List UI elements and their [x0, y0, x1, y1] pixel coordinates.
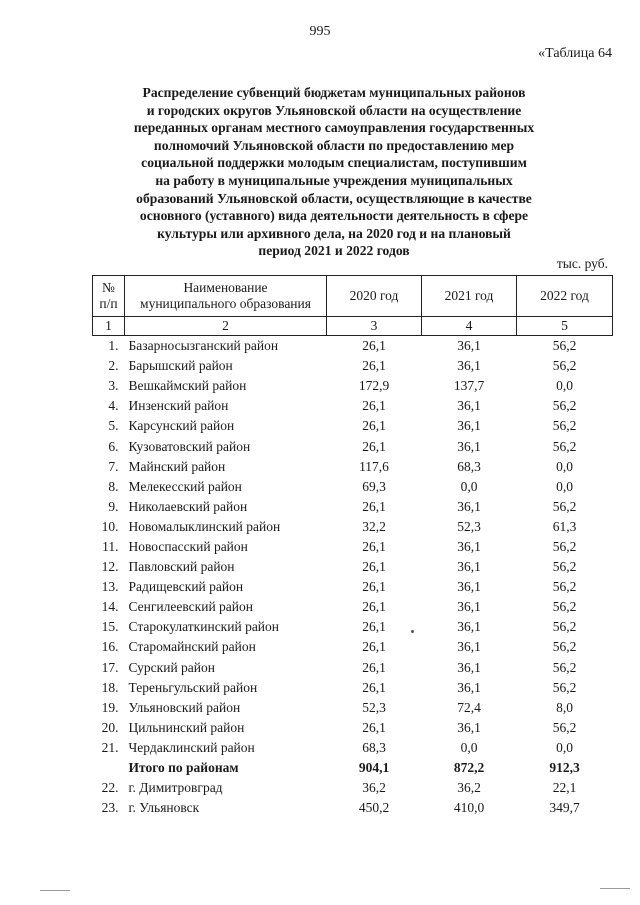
table-row	[93, 396, 613, 416]
row-number: 20.	[101, 719, 119, 735]
table-row	[93, 718, 613, 738]
row-number: 5.	[108, 418, 119, 434]
value-2022: 56,2	[552, 659, 577, 675]
scan-speck	[411, 630, 414, 633]
value-2022: 56,2	[552, 719, 577, 735]
table-row	[93, 336, 613, 357]
value-2021: 36,1	[457, 538, 481, 554]
value-2020: 36,2	[362, 780, 386, 796]
value-2021: 36,2	[457, 780, 481, 796]
value-2020: 26,1	[362, 619, 386, 635]
value-2022: 0,0	[556, 458, 573, 474]
table-row	[93, 637, 613, 657]
row-number: 21.	[101, 739, 119, 755]
title-line: основного (уставного) вида деятельности деятельность в сфере	[139, 208, 529, 224]
page-number: 995	[309, 24, 331, 39]
value-2020: 904,1	[358, 760, 390, 776]
municipality-name: Радищевский район	[128, 579, 244, 595]
title-line: и городских округов Ульяновской области на осуществление	[146, 102, 522, 118]
municipality-name: Вешкаймский район	[128, 378, 247, 394]
subsidy-table	[92, 275, 613, 818]
table-body	[93, 336, 613, 819]
row-number: 13.	[101, 579, 119, 595]
value-2022: 56,2	[552, 599, 577, 615]
value-2022: 56,2	[552, 438, 577, 454]
table-row	[93, 698, 613, 718]
header-number	[93, 276, 125, 317]
municipality-name: Новоспасский район	[128, 538, 248, 554]
value-2021: 0,0	[460, 739, 478, 755]
value-2021: 36,1	[457, 498, 481, 514]
value-2020: 26,1	[362, 338, 386, 354]
municipality-name: Павловский район	[128, 559, 235, 575]
row-number: 8.	[108, 478, 119, 494]
value-2021: 36,1	[457, 619, 481, 635]
value-2020: 69,3	[362, 478, 386, 494]
value-2022: 56,2	[552, 358, 577, 374]
title-line: на работу в муниципальные учреждения муниципальных	[155, 172, 513, 188]
value-2022: 56,2	[552, 338, 577, 354]
municipality-name: Сенгилеевский район	[128, 599, 253, 615]
row-number: 6.	[108, 438, 119, 454]
value-2022: 0,0	[556, 739, 573, 755]
value-2020: 172,9	[358, 378, 390, 394]
column-index-row	[93, 317, 613, 336]
value-2021: 36,1	[457, 719, 481, 735]
value-2020: 26,1	[362, 639, 386, 655]
municipality-name: Ульяновский район	[128, 699, 241, 715]
municipality-name: Итого по районам	[128, 760, 239, 776]
value-2022: 61,3	[552, 518, 577, 534]
scan-speck	[40, 890, 70, 891]
value-2022: 0,0	[556, 478, 573, 494]
value-2020: 52,3	[362, 699, 386, 715]
title-line: Распределение субвенций бюджетам муниципальных районов	[142, 85, 526, 100]
value-2020: 26,1	[362, 538, 386, 554]
table-row	[93, 658, 613, 678]
title-line: полномочий Ульяновской области по предоставлению мер	[153, 137, 515, 153]
table-row	[93, 356, 613, 376]
title-line: образований Ульяновской области, осуществляющие в качестве	[136, 190, 532, 206]
column-index: 5	[517, 317, 613, 336]
value-2021: 137,7	[453, 378, 485, 394]
column-index: 2	[125, 317, 327, 336]
value-2022: 56,2	[552, 559, 577, 575]
value-2020: 26,1	[362, 579, 386, 595]
value-2021: 36,1	[457, 639, 481, 655]
municipality-name: Николаевский район	[128, 498, 248, 514]
municipality-name: Инзенский район	[128, 398, 229, 414]
value-2021: 68,3	[457, 458, 481, 474]
row-number: 16.	[101, 639, 119, 655]
value-2022: 0,0	[556, 378, 573, 394]
row-number: 4.	[108, 398, 119, 414]
value-2020: 26,1	[362, 418, 386, 434]
value-2022: 8,0	[556, 699, 573, 715]
value-2021: 36,1	[457, 358, 481, 374]
value-2020: 117,6	[359, 458, 389, 474]
title-line: социальной поддержки молодым специалистам, поступившим	[141, 155, 527, 171]
table-row	[93, 577, 613, 597]
value-2022: 56,2	[552, 418, 577, 434]
table-row	[93, 738, 613, 758]
scan-speck	[600, 888, 630, 889]
table-header-row	[93, 276, 613, 317]
table-total-row	[93, 758, 613, 778]
title-line: переданных органам местного самоуправления государственных	[133, 120, 535, 136]
table-row	[93, 457, 613, 477]
value-2021: 36,1	[457, 679, 481, 695]
value-2020: 26,1	[362, 559, 386, 575]
municipality-name: Чердаклинский район	[128, 739, 255, 755]
value-2022: 56,2	[552, 498, 577, 514]
header-name	[125, 276, 327, 317]
value-2020: 32,2	[362, 518, 386, 534]
table-row	[93, 537, 613, 557]
municipality-name: Барышский район	[128, 358, 233, 374]
value-2021: 36,1	[457, 418, 481, 434]
table-row	[93, 376, 613, 396]
value-2021: 36,1	[457, 579, 481, 595]
row-number: 17.	[101, 659, 119, 675]
row-number: 18.	[101, 679, 119, 695]
municipality-name: Мелекесский район	[128, 478, 242, 494]
units-label: тыс. руб.	[556, 256, 608, 271]
row-number: 14.	[101, 599, 119, 615]
table-row	[93, 557, 613, 577]
table-row	[93, 416, 613, 436]
title-line: период 2021 и 2022 годов	[258, 243, 410, 259]
table-row	[93, 477, 613, 497]
municipality-name: Тереньгульский район	[128, 679, 258, 695]
row-number	[93, 758, 125, 778]
title-line: культуры или архивного дела, на 2020 год и на плановый	[157, 225, 511, 241]
municipality-name: Новомалыклинский район	[128, 518, 281, 534]
value-2022: 56,2	[552, 398, 577, 414]
header-2021: 2021 год	[422, 276, 517, 317]
header-name-line2: муниципального образования	[140, 296, 311, 311]
value-2020: 26,1	[362, 659, 386, 675]
column-index: 1	[93, 317, 125, 336]
row-number: 11.	[102, 538, 119, 554]
table-row	[93, 778, 613, 798]
row-number: 1.	[108, 338, 119, 354]
row-number: 7.	[108, 458, 119, 474]
municipality-name: Сурский район	[128, 659, 215, 675]
header-2022: 2022 год	[517, 276, 613, 317]
row-number: 15.	[101, 619, 119, 635]
row-number: 22.	[101, 780, 119, 796]
value-2022: 349,7	[549, 800, 580, 816]
value-2021: 36,1	[457, 338, 481, 354]
value-2021: 72,4	[457, 699, 481, 715]
value-2021: 36,1	[457, 599, 481, 615]
municipality-name: г. Димитровград	[128, 780, 223, 796]
value-2022: 56,2	[552, 679, 577, 695]
municipality-name: Цильнинский район	[128, 719, 245, 735]
value-2022: 22,1	[552, 780, 577, 796]
table-row	[93, 597, 613, 617]
value-2021: 52,3	[457, 518, 481, 534]
municipality-name: Карсунский район	[128, 418, 235, 434]
value-2020: 450,2	[358, 800, 390, 816]
row-number: 3.	[108, 378, 119, 394]
value-2022: 912,3	[549, 760, 580, 776]
table-row	[93, 517, 613, 537]
header-number-line1: №	[102, 280, 115, 295]
municipality-name: Старокулаткинский район	[128, 619, 280, 635]
value-2020: 26,1	[362, 498, 386, 514]
value-2022: 56,2	[552, 639, 577, 655]
row-number: 12.	[101, 559, 119, 575]
row-number: 2.	[108, 358, 119, 374]
document-title	[118, 84, 550, 260]
municipality-name: Кузоватовский район	[128, 438, 251, 454]
municipality-name: Майнский район	[128, 458, 226, 474]
table-row	[93, 497, 613, 517]
value-2022: 56,2	[552, 579, 577, 595]
row-number: 23.	[101, 800, 119, 816]
table-label: «Таблица 64	[538, 46, 612, 61]
value-2020: 26,1	[362, 358, 386, 374]
municipality-name: г. Ульяновск	[128, 800, 200, 816]
row-number: 9.	[108, 498, 119, 514]
table-row	[93, 617, 613, 637]
value-2020: 26,1	[362, 438, 386, 454]
column-index: 4	[422, 317, 517, 336]
row-number: 19.	[101, 699, 119, 715]
value-2021: 36,1	[457, 659, 481, 675]
table-row	[93, 798, 613, 818]
value-2021: 872,2	[453, 760, 485, 776]
table-row	[93, 436, 613, 456]
value-2022: 56,2	[552, 619, 577, 635]
table-row	[93, 678, 613, 698]
value-2020: 26,1	[362, 679, 386, 695]
value-2021: 36,1	[457, 559, 481, 575]
value-2021: 36,1	[457, 438, 481, 454]
municipality-name: Базарносызганский район	[128, 338, 279, 354]
column-index: 3	[327, 317, 422, 336]
value-2022: 56,2	[552, 538, 577, 554]
value-2020: 26,1	[362, 599, 386, 615]
value-2021: 36,1	[457, 398, 481, 414]
value-2020: 68,3	[362, 739, 386, 755]
value-2020: 26,1	[362, 719, 386, 735]
header-number-line2: п/п	[99, 296, 118, 311]
value-2020: 26,1	[362, 398, 386, 414]
value-2021: 0,0	[460, 478, 478, 494]
value-2021: 410,0	[453, 800, 485, 816]
header-name-line1: Наименование	[183, 280, 268, 295]
row-number: 10.	[101, 518, 119, 534]
header-2020: 2020 год	[327, 276, 422, 317]
municipality-name: Старомайнский район	[128, 639, 256, 655]
